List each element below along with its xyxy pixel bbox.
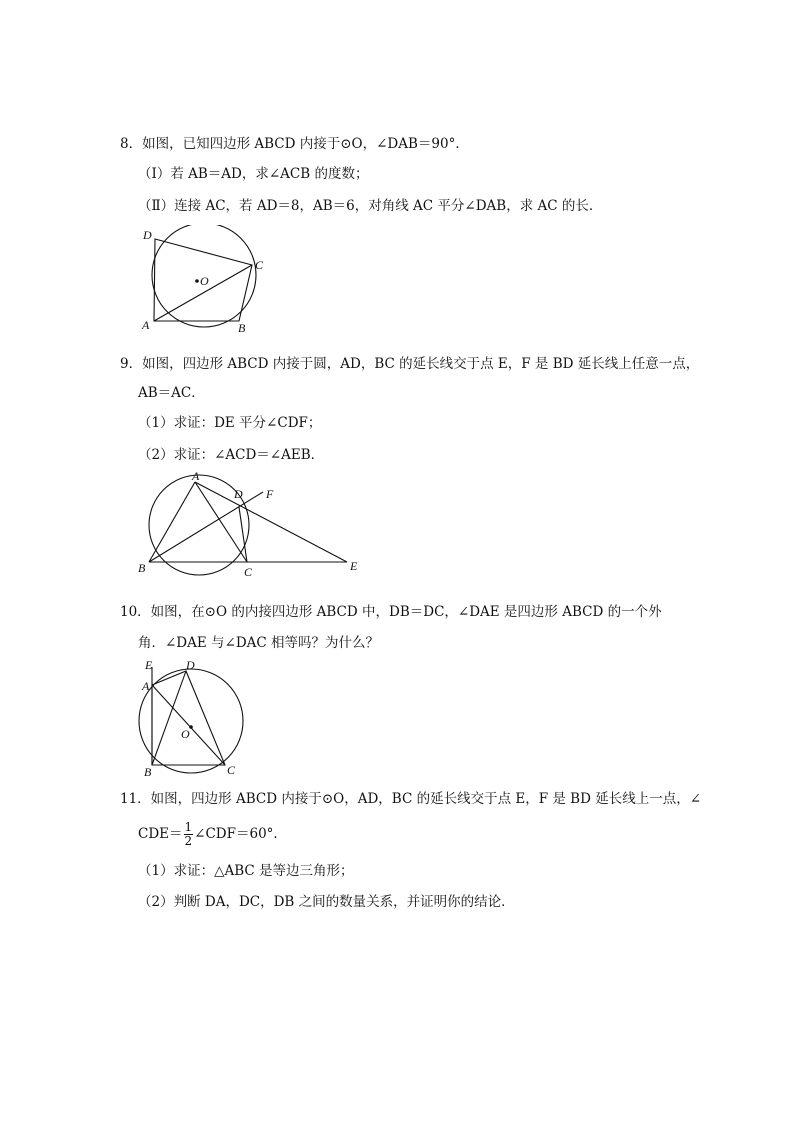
q10-stem: 10．如图，在⊙O 的内接四边形 ABCD 中，DB＝DC，∠DAE 是四边形 ABCD 的一个外	[120, 604, 662, 620]
q8-label-C: C	[255, 258, 264, 272]
q10-label-D: D	[186, 658, 195, 672]
q9-stem: 9．如图，四边形 ABCD 内接于圆，AD，BC 的延长线交于点 E，F 是 BD 延长线上任意一点，	[120, 356, 700, 372]
q9-label-E: E	[350, 559, 358, 573]
q11-fraction	[184, 821, 194, 848]
q8-label-B: B	[238, 321, 246, 335]
q10-stem2: 角．∠DAE 与∠DAC 相等吗？为什么？	[138, 635, 380, 651]
q10-label-B: B	[144, 765, 152, 779]
q11-frac-den: 2	[184, 834, 193, 848]
q11-stem2	[138, 818, 287, 850]
q9-label-D: D	[234, 487, 243, 501]
q10-label-C: C	[227, 763, 236, 777]
q8-part1: （Ⅰ）若 AB＝AD，求∠ACB 的度数；	[138, 166, 369, 182]
q10-figure	[135, 655, 250, 780]
q10-label-E: E	[145, 658, 153, 672]
q11-stem: 11．如图，四边形 ABCD 内接于⊙O，AD，BC 的延长线交于点 E，F 是 BD 延长线上一点，∠	[120, 791, 702, 807]
q11-stem2-pre: CDE＝	[138, 826, 183, 842]
q8-part2: （Ⅱ）连接 AC，若 AD＝8，AB＝6，对角线 AC 平分∠DAB，求 AC 的长．	[138, 198, 603, 214]
q11-part2: （2）判断 DA，DC，DB 之间的数量关系，并证明你的结论．	[138, 894, 515, 910]
q8-stem: 8．如图，已知四边形 ABCD 内接于⊙O，∠DAB＝90°．	[120, 136, 469, 152]
q8-label-A: A	[142, 318, 150, 332]
q9-stem2: AB＝AC．	[138, 385, 205, 401]
q9-figure	[135, 470, 370, 580]
q8-figure	[135, 225, 270, 340]
q11-part1: （1）求证：△ABC 是等边三角形；	[138, 863, 354, 879]
q11-stem2-post: ∠CDF＝60°．	[194, 826, 287, 842]
q10-label-O: O	[181, 727, 190, 741]
q8-label-D: D	[143, 228, 152, 242]
q9-part1: （1）求证：DE 平分∠CDF；	[138, 415, 322, 431]
q8-label-O: O	[200, 274, 209, 288]
q9-label-A: A	[192, 470, 200, 483]
q9-part2: （2）求证：∠ACD＝∠AEB．	[138, 447, 325, 463]
q9-label-C: C	[244, 565, 253, 579]
q9-label-F: F	[266, 487, 274, 501]
q11-frac-num: 1	[184, 820, 193, 834]
q10-label-A: A	[142, 679, 150, 693]
q9-label-B: B	[138, 561, 146, 575]
